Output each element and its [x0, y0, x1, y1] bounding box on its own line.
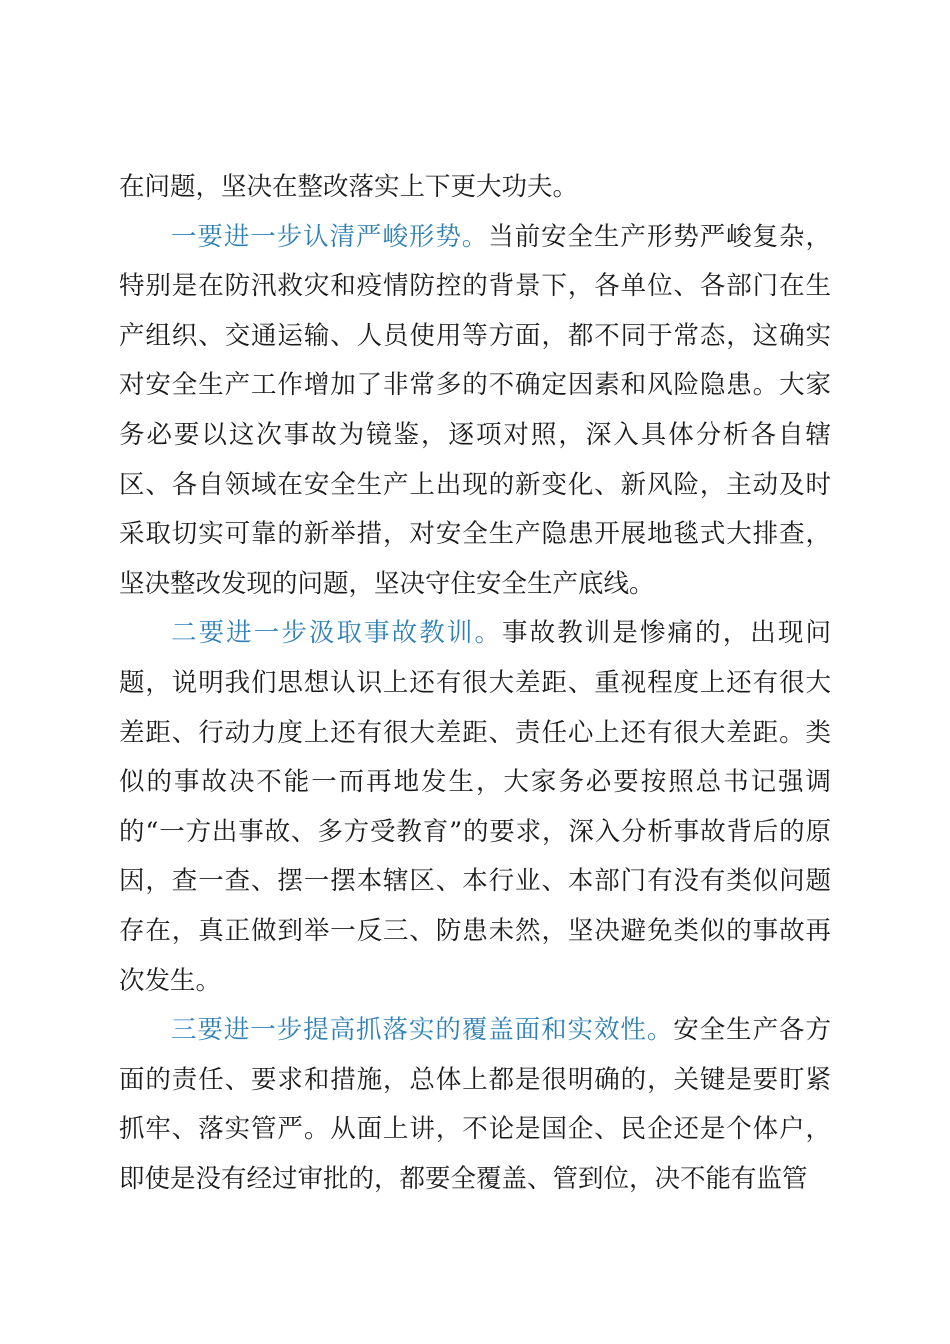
paragraph-body: 当前安全生产形势严峻复杂，特别是在防汛救灾和疫情防控的背景下，各单位、各部门在生产组织、交通运输、人员使用等方面，都不同于常态，这确实对安全生产工作增加了非常多的不确定因素和风险隐患。大家务必要以这次事故为镜鉴，逐项对照，深入具体分析各自辖区、各自领域在安全生产上出现的新变化、新风险，主动及时采取切实可靠的新举措，对安全生产隐患开展地毯式大排查，坚决整改发现的问题，坚决守住安全生产底线。	[119, 221, 831, 599]
paragraph-point-three	[119, 1006, 831, 1204]
paragraph-heading: 三要进一步提高抓落实的覆盖面和实效性。	[171, 1015, 674, 1046]
paragraph-point-two	[119, 609, 831, 1006]
paragraph-point-one	[119, 213, 831, 610]
paragraph-heading: 二要进一步汲取事故教训。	[171, 618, 503, 649]
document-body	[119, 163, 831, 1204]
paragraph-body: 在问题，坚决在整改落实上下更大功夫。	[119, 172, 579, 202]
paragraph-heading: 一要进一步认清严峻形势。	[171, 221, 489, 252]
paragraph-body: 安全生产各方面的责任、要求和措施，总体上都是很明确的，关键是要盯紧抓牢、落实管严。从面上讲，不论是国企、民企还是个体户，即使是没有经过审批的，都要全覆盖、管到位，决不能有监管	[119, 1015, 831, 1194]
paragraph-body: 事故教训是惨痛的，出现问题，说明我们思想认识上还有很大差距、重视程度上还有很大差距、行动力度上还有很大差距、责任心上还有很大差距。类似的事故决不能一而再地发生，大家务必要按照总书记强调的“一方出事故、多方受教育”的要求，深入分析事故背后的原因，查一查、摆一摆本辖区、本行业、本部门有没有类似问题存在，真正做到举一反三、防患未然，坚决避免类似的事故再次发生。	[119, 618, 831, 996]
paragraph-continuation	[119, 163, 831, 213]
